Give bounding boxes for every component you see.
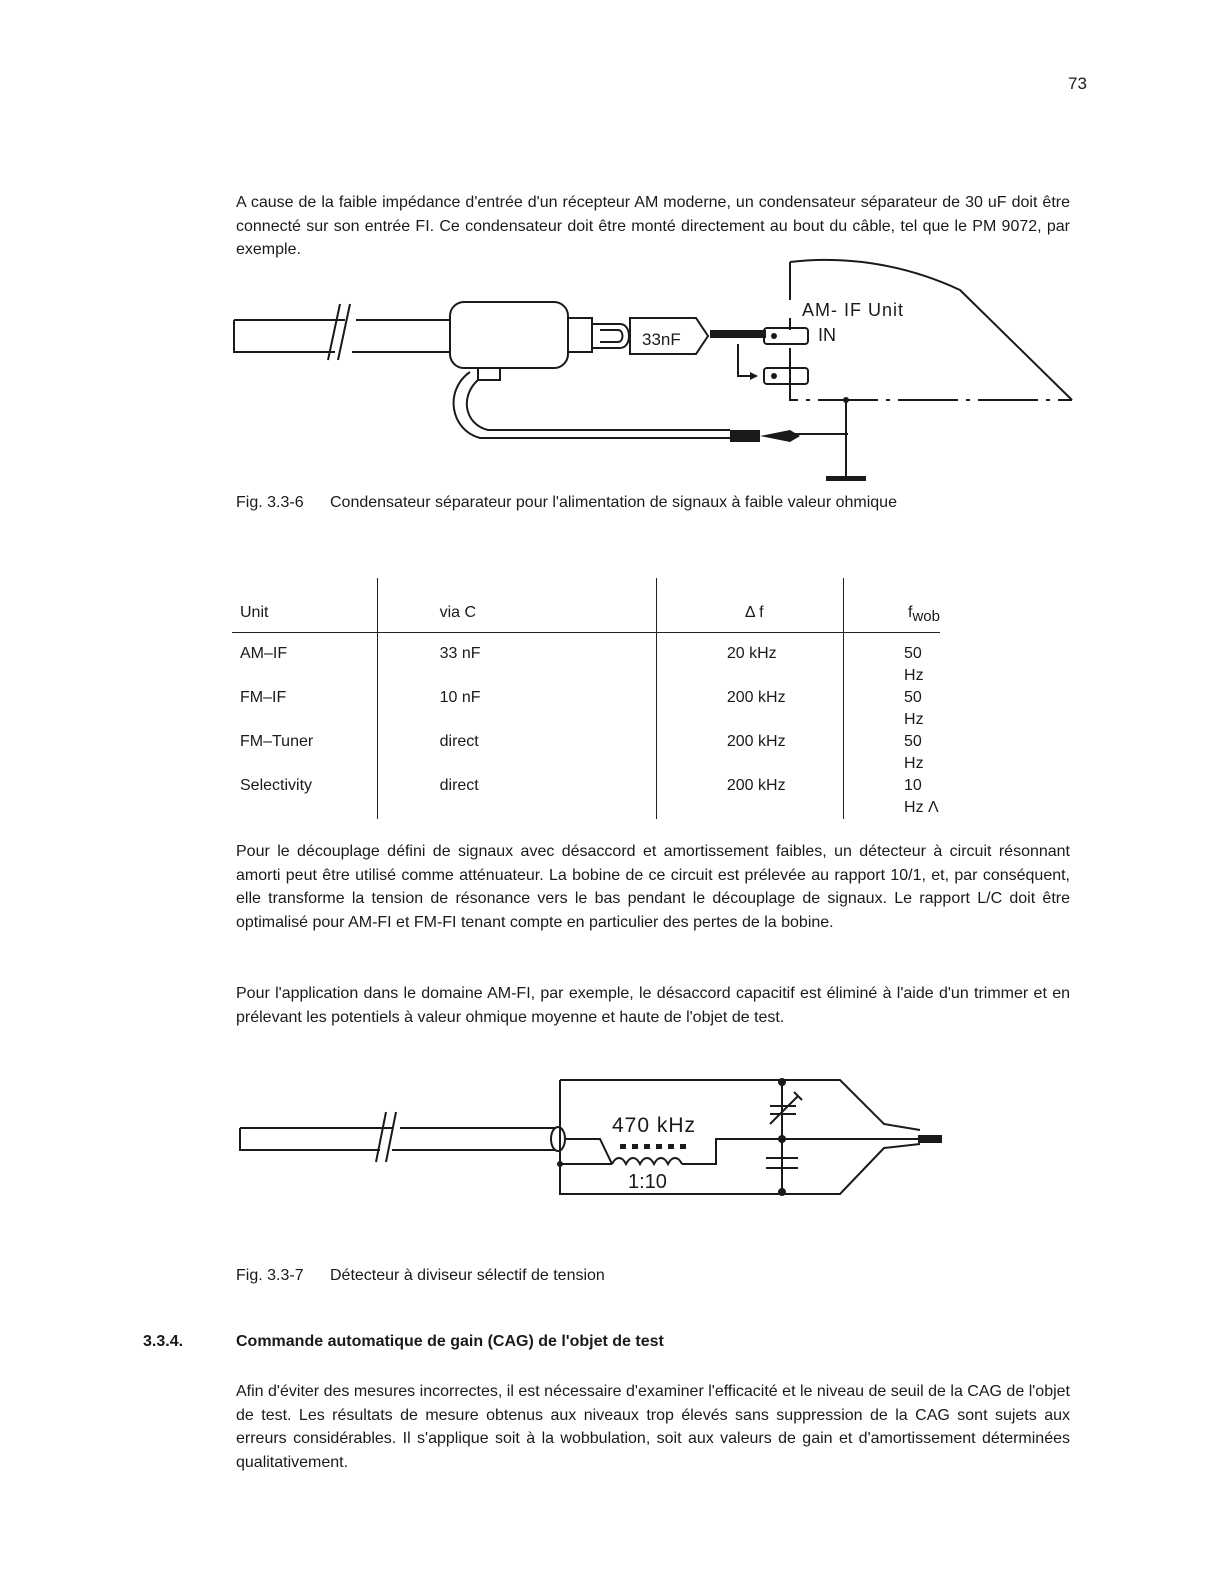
cell-via: 33 nF [377, 633, 656, 688]
header-delta-f: Δ f [656, 578, 843, 633]
unit-label: AM- IF Unit [802, 300, 905, 320]
cell-fwob: 10 Hz Λ [904, 777, 939, 816]
cell-delta-f: 200 kHz [656, 731, 843, 775]
header-fwob-f: f [908, 604, 913, 621]
paragraph-intro: A cause de la faible impédance d'entrée d'un récepteur AM moderne, un condensateur séparateur de 30 uF doit être connecté sur son entrée FI. Ce condensateur doit être monté directement au bout du câble, tel que le PM 9072, par exemple. [236, 194, 1070, 258]
header-unit: Unit [232, 578, 377, 633]
ratio-label: 1:10 [628, 1171, 667, 1193]
header-via-c: via C [377, 578, 656, 633]
cell-via: direct [377, 731, 656, 775]
section-number: 3.3.4. [143, 1333, 184, 1350]
figure2-caption [236, 1267, 605, 1285]
paragraph-decoupling: Pour le découplage défini de signaux avec désaccord et amortissement faibles, un détecteur à circuit résonnant amorti peut être utilisé comme atténuateur. La bobine de ce circuit est prélevée au rapport 10/1, et, par conséquent, elle transforme la tension de résonance vers le bas pendant le découplage de signaux. Le rapport L/C doit être optimalisé pour AM-FI et FM-FI tenant compte en particulier des pertes de la bobine. [236, 843, 1070, 931]
cell-unit: FM–Tuner [232, 731, 377, 775]
cell-fwob: 50 Hz [904, 689, 924, 728]
frequency-label: 470 kHz [612, 1114, 697, 1137]
cell-unit: FM–IF [232, 687, 377, 731]
input-label: IN [818, 325, 836, 345]
cell-delta-f: 200 kHz [656, 775, 843, 819]
figure2-caption-text: Détecteur à diviseur sélectif de tension [330, 1267, 605, 1284]
cell-fwob: 50 Hz [904, 645, 924, 684]
header-fwob-sub: wob [912, 608, 940, 625]
paragraph-am-fi: Pour l'application dans le domaine AM-FI, par exemple, le désaccord capacitif est éliminé à l'aide d'un trimmer et en prélevant les potentiels à valeur ohmique moyenne et haute de l'objet de test. [236, 985, 1070, 1026]
paragraph-cag: Afin d'éviter des mesures incorrectes, il est nécessaire d'examiner l'efficacité et le niveau de seuil de la CAG de l'objet de test. Les résultats de mesure obtenus aux niveaux trop élevés sans suppression de la CAG sont sujets aux erreurs considérables. Il s'applique soit à la wobbulation, soit aux valeurs de gain et d'amortissement déterminées qualitativement. [236, 1383, 1070, 1471]
section-title: Commande automatique de gain (CAG) de l'objet de test [236, 1333, 664, 1350]
page-number: 73 [1068, 74, 1087, 93]
figure1-caption-number: Fig. 3.3-6 [236, 494, 304, 511]
cell-via: 10 nF [377, 687, 656, 731]
cell-unit: AM–IF [232, 633, 377, 688]
cell-delta-f: 20 kHz [656, 633, 843, 688]
figure2-caption-number: Fig. 3.3-7 [236, 1267, 304, 1284]
cell-delta-f: 200 kHz [656, 687, 843, 731]
cell-unit: Selectivity [232, 775, 377, 819]
cell-fwob: 50 Hz [904, 733, 924, 772]
cell-via: direct [377, 775, 656, 819]
figure1-caption-text: Condensateur séparateur pour l'alimentation de signaux à faible valeur ohmique [330, 494, 897, 511]
capacitor-label: 33nF [642, 330, 681, 349]
